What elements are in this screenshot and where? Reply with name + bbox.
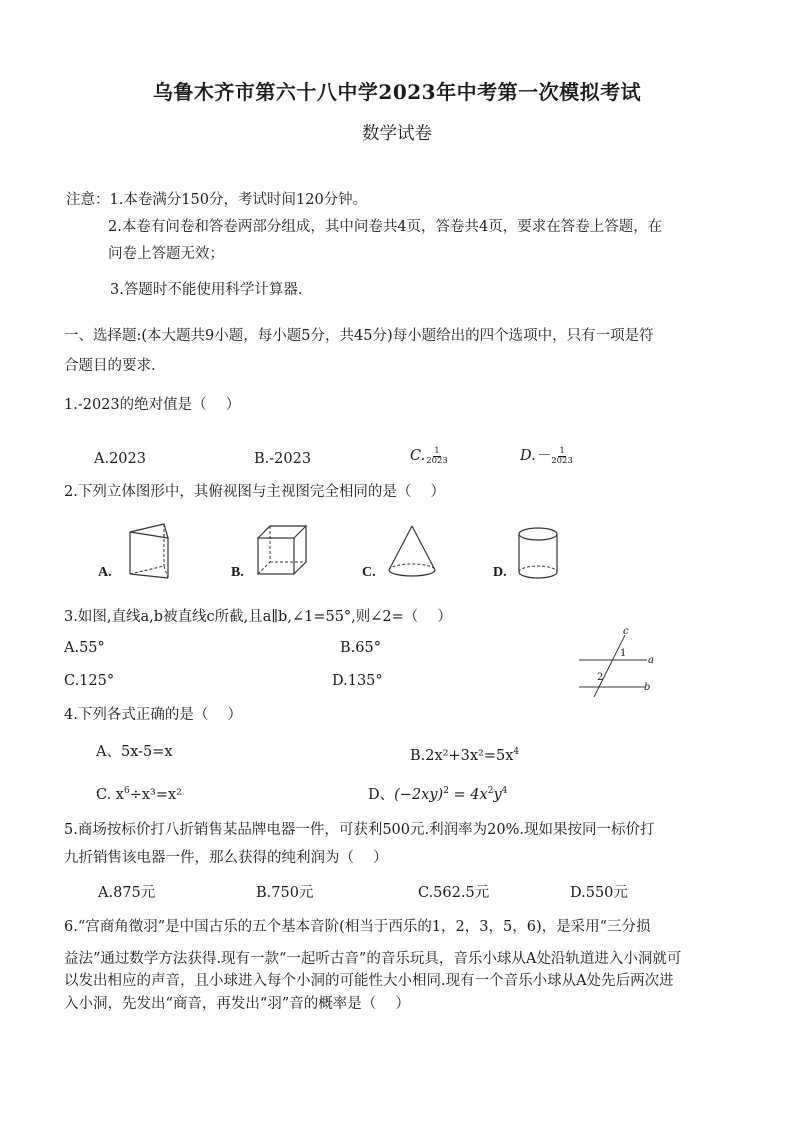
fig-label-a: a: [648, 655, 654, 666]
q6-stem-line3: 以发出相应的声音，且小球进入每个小洞的可能性大小相同.现有一个音乐小球从A处先后两次进: [64, 973, 674, 989]
q2-option-a-label: A.: [98, 565, 112, 580]
q4-option-d-sup1: 2: [443, 786, 449, 796]
fig-label-angle-2: 2: [597, 672, 604, 683]
q3-option-c: C.125°: [64, 673, 115, 689]
fig-label-c: c: [623, 626, 629, 637]
q4-option-d-sup3: 4: [501, 786, 508, 796]
q3-option-d: D.135°: [332, 673, 383, 689]
q4-option-d-eq: = 4x: [448, 786, 488, 803]
q1-option-d: [520, 446, 573, 466]
q4-option-c-rest: ÷x³=x²: [129, 786, 182, 803]
fig-label-angle-1: 1: [620, 648, 627, 659]
q1-d-numerator: 1: [559, 445, 565, 456]
q4-option-b-sup: 4: [513, 747, 520, 757]
q1-stem: 1.-2023的绝对值是（ ）: [64, 397, 241, 413]
q2-option-c-label: C.: [362, 565, 376, 580]
q4-option-c: [96, 781, 182, 805]
exam-title: 乌鲁木齐市第六十八中学2023年中考第一次模拟考试: [152, 80, 642, 104]
q4-option-d-prefix: D、: [368, 786, 395, 803]
q1-option-c: [410, 446, 448, 466]
q4-stem: 4.下列各式正确的是（ ）: [64, 707, 242, 723]
q6-stem-line4: 入小洞，先发出“商音，再发出“羽”音的概率是（ ）: [64, 996, 410, 1012]
q2-option-b-label: B.: [231, 565, 244, 580]
q5-option-d: D.550元: [570, 885, 628, 901]
q1-c-denominator: 2023: [426, 455, 448, 466]
section-heading-line2: 合题目的要求.: [64, 358, 156, 374]
q3-option-b: B.65°: [340, 640, 381, 656]
section-heading-line1: 一、选择题:(本大题共9小题，每小题5分，共45分)每小题给出的四个选项中，只有一项是符: [64, 328, 654, 344]
exam-subtitle: 数学试卷: [362, 124, 432, 144]
q4-option-d: [368, 781, 507, 805]
note-2b: 问卷上答题无效；: [108, 246, 224, 262]
q4-option-b-main: B.2x²+3x²=5x: [410, 747, 514, 764]
q3-stem: 3.如图,直线a,b被直线c所截,且a∥b,∠1=55°,则∠2=（ ）: [64, 609, 452, 625]
q3-option-a: A.55°: [64, 640, 105, 656]
q6-stem-line1: 6.“宫商角徵羽”是中国古乐的五个基本音阶(相当于西乐的1，2，3，5，6)，是采用“三分损: [64, 919, 651, 935]
note-3: 3.答题时不能使用科学计算器.: [110, 282, 303, 298]
q5-option-b: B.750元: [256, 885, 314, 901]
q1-option-c-fraction: [426, 447, 448, 466]
q6-stem-line2: 益法”通过数学方法获得.现有一款“一起听古音”的音乐玩具，音乐小球从A处沿轨道进入小洞就可: [64, 951, 682, 967]
cylinder-figure: [518, 526, 562, 582]
fig-label-b: b: [644, 682, 651, 693]
q5-option-c: C.562.5元: [418, 885, 490, 901]
q1-c-numerator: 1: [434, 445, 440, 456]
q5-stem-line2: 九折销售该电器一件，那么获得的纯利润为（ ）: [64, 850, 388, 866]
parallel-lines-figure: [575, 625, 655, 697]
q1-d-denominator: 2023: [551, 455, 573, 466]
q5-option-a: A.875元: [98, 885, 156, 901]
q4-option-c-main: C. x: [96, 786, 124, 803]
note-2a: 2.本卷有问卷和答卷两部分组成，其中问卷共4页，答卷共4页，要求在答卷上答题，在: [108, 219, 663, 235]
q5-stem-line1: 5.商场按标价打八折销售某品牌电器一件，可获利500元.利润率为20%.现如果按同一标价打: [64, 822, 655, 838]
triangular-prism-figure: [120, 522, 180, 582]
q4-option-b: [410, 742, 519, 766]
q1-option-c-prefix: C.: [410, 448, 426, 464]
q4-option-d-y: y: [493, 786, 502, 803]
q4-option-c-sup: 6: [123, 786, 130, 796]
q2-stem: 2.下列立体图形中，其俯视图与主视图完全相同的是（ ）: [64, 484, 445, 500]
q4-option-d-sup2: 2: [487, 786, 494, 796]
cone-figure: [386, 524, 438, 580]
q1-option-b: B.-2023: [254, 451, 312, 467]
q1-option-a: A.2023: [94, 451, 146, 467]
q1-option-d-fraction: [551, 447, 573, 466]
cube-figure: [256, 524, 308, 578]
note-1: 注意：1.本卷满分150分，考试时间120分钟。: [66, 192, 368, 208]
q2-option-d-label: D.: [493, 565, 507, 580]
q4-option-a: A、5x-5=x: [96, 744, 173, 760]
q4-option-d-expr: (−2xy): [394, 786, 444, 803]
q1-option-d-prefix: D.－: [520, 448, 551, 464]
